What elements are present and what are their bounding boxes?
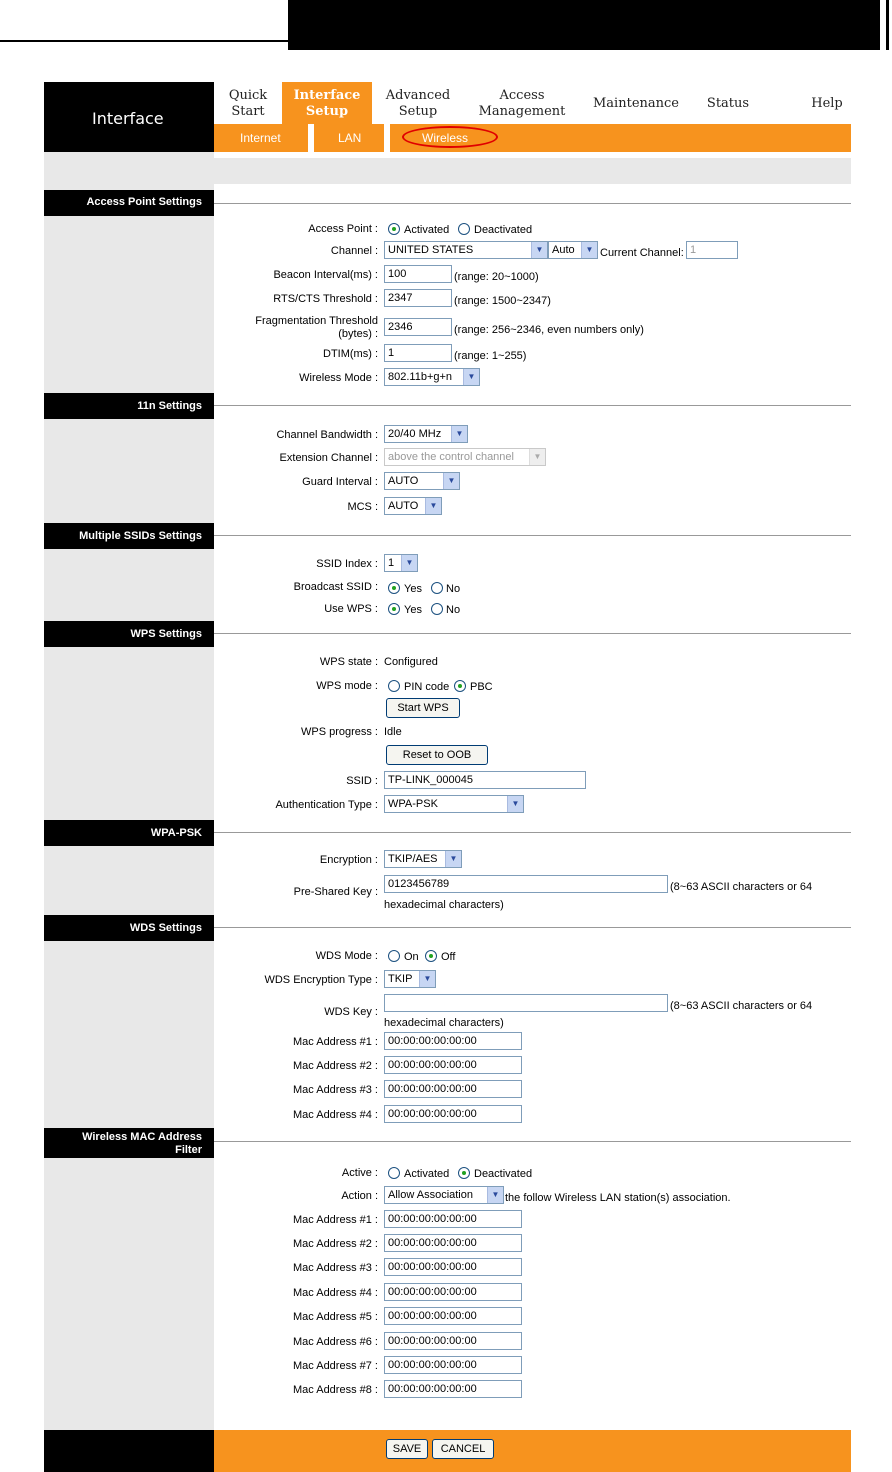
nav-label: Interface <box>293 88 361 103</box>
nav-interface-setup[interactable] <box>282 82 372 124</box>
chevron-down-icon: ▼ <box>401 555 417 571</box>
wds-encryption-select[interactable] <box>384 970 436 988</box>
chevron-down-icon: ▼ <box>581 242 597 258</box>
chevron-down-icon: ▼ <box>451 426 467 442</box>
filter-mac-label: Mac Address #1 : <box>293 1214 378 1226</box>
extension-channel-select <box>384 448 546 466</box>
ssid-input[interactable]: TP-LINK_000045 <box>384 771 586 789</box>
frag-range-hint: (range: 256~2346, even numbers only) <box>454 324 644 336</box>
filter-mac-input[interactable]: 00:00:00:00:00:00 <box>384 1356 522 1374</box>
select-value: TKIP/AES <box>388 853 438 865</box>
guard-interval-label: Guard Interval : <box>302 476 378 488</box>
wds-mac-label: Mac Address #1 : <box>293 1036 378 1048</box>
filter-mac-input[interactable]: 00:00:00:00:00:00 <box>384 1234 522 1252</box>
nav-label: Setup <box>305 104 349 119</box>
pre-shared-key-input[interactable]: 0123456789 <box>384 875 668 893</box>
header-rule <box>0 40 288 42</box>
section-divider <box>214 1141 851 1142</box>
radio-wps-yes[interactable] <box>388 603 400 615</box>
filter-mac-label: Mac Address #6 : <box>293 1336 378 1348</box>
radio-label: Activated <box>404 224 450 236</box>
encryption-select[interactable] <box>384 850 462 868</box>
wds-mac-input[interactable]: 00:00:00:00:00:00 <box>384 1056 522 1074</box>
wps-mode-label: WPS mode : <box>316 680 378 692</box>
section-title-line: Filter <box>175 1144 202 1156</box>
section-divider <box>214 633 851 634</box>
select-value: TKIP <box>388 973 413 985</box>
section-divider <box>214 405 851 406</box>
radio-label: Deactivated <box>474 224 533 236</box>
nav-access-management[interactable] <box>470 82 574 124</box>
router-brand-panel <box>44 82 214 152</box>
filter-mac-label: Mac Address #8 : <box>293 1384 378 1396</box>
subnav-separator <box>384 124 390 152</box>
dtim-input[interactable]: 1 <box>384 344 452 362</box>
section-11n: 11n Settings <box>44 393 214 419</box>
wps-progress-label: WPS progress : <box>300 726 378 738</box>
radio-broadcast-no[interactable] <box>431 582 443 594</box>
extension-channel-label: Extension Channel : <box>279 452 378 464</box>
chevron-down-icon: ▼ <box>443 473 459 489</box>
wds-key-hint: (8~63 ASCII characters or 64 <box>670 1000 813 1012</box>
beacon-interval-input[interactable]: 100 <box>384 265 452 283</box>
wps-state-value: Configured <box>384 656 438 668</box>
filter-mac-input[interactable]: 00:00:00:00:00:00 <box>384 1332 522 1350</box>
filter-mac-input[interactable]: 00:00:00:00:00:00 <box>384 1307 522 1325</box>
wds-key-input[interactable] <box>384 994 668 1012</box>
access-point-label: Access Point : <box>308 223 378 235</box>
radio-label: On <box>404 951 419 963</box>
wds-mac-label: Mac Address #2 : <box>293 1060 378 1072</box>
nav-label: Access <box>499 88 545 103</box>
chevron-down-icon: ▼ <box>419 971 435 987</box>
beacon-interval-label: Beacon Interval(ms) : <box>273 269 378 281</box>
radio-label: PIN code <box>404 681 450 693</box>
nav-label: Quick <box>228 88 268 103</box>
current-channel-field: 1 <box>686 241 738 259</box>
auth-type-label: Authentication Type : <box>275 799 378 811</box>
radio-label: Yes <box>404 604 422 616</box>
header-white-block <box>0 0 288 40</box>
select-value: AUTO <box>388 500 419 512</box>
broadcast-ssid-label: Broadcast SSID : <box>293 581 378 593</box>
beacon-range-hint: (range: 20~1000) <box>454 271 539 283</box>
wps-state-label: WPS state : <box>319 656 378 668</box>
header-black-block <box>288 0 880 50</box>
radio-ap-deactivated[interactable] <box>458 223 470 235</box>
nav-label: Setup <box>398 104 438 119</box>
nav-label: Status <box>706 96 750 111</box>
radio-wps-pin[interactable] <box>388 680 400 692</box>
wds-mac-input[interactable]: 00:00:00:00:00:00 <box>384 1080 522 1098</box>
radio-wps-no[interactable] <box>431 603 443 615</box>
nav-advanced-setup[interactable] <box>376 82 460 124</box>
encryption-label: Encryption : <box>319 854 378 866</box>
frag-threshold-input[interactable]: 2346 <box>384 318 452 336</box>
chevron-down-icon: ▼ <box>531 242 547 258</box>
select-value: 1 <box>388 557 395 569</box>
footer-left <box>44 1430 214 1472</box>
select-value: UNITED STATES <box>388 244 474 256</box>
radio-filter-deactivated[interactable] <box>458 1167 470 1179</box>
mcs-label: MCS : <box>347 501 378 513</box>
filter-mac-label: Mac Address #7 : <box>293 1360 378 1372</box>
save-button[interactable]: SAVE <box>386 1439 428 1459</box>
channel-label: Channel : <box>330 245 378 257</box>
auth-type-select[interactable] <box>384 795 524 813</box>
select-value: Auto <box>552 244 575 256</box>
select-value: 802.11b+g+n <box>388 371 453 383</box>
section-access-point: Access Point Settings <box>44 190 214 216</box>
section-divider <box>214 927 851 928</box>
radio-filter-activated[interactable] <box>388 1167 400 1179</box>
nav-label: Maintenance <box>593 96 679 111</box>
ssid-label: SSID : <box>346 775 378 787</box>
chevron-down-icon: ▼ <box>507 796 523 812</box>
filter-action-suffix: the follow Wireless LAN station(s) association. <box>505 1192 731 1204</box>
cancel-button[interactable]: CANCEL <box>432 1439 494 1459</box>
radio-label: Activated <box>404 1168 450 1180</box>
dtim-range-hint: (range: 1~255) <box>454 350 527 362</box>
channel-bandwidth-label: Channel Bandwidth : <box>276 429 378 441</box>
frag-threshold-unit-label: (bytes) : <box>338 328 378 340</box>
main-nav <box>214 82 851 124</box>
filter-mac-input[interactable]: 00:00:00:00:00:00 <box>384 1283 522 1301</box>
nav-status[interactable] <box>696 82 760 124</box>
nav-help[interactable] <box>802 82 852 124</box>
section-wps: WPS Settings <box>44 621 214 647</box>
chevron-down-icon: ▼ <box>445 851 461 867</box>
filter-mac-label: Mac Address #4 : <box>293 1287 378 1299</box>
filter-mac-input[interactable]: 00:00:00:00:00:00 <box>384 1380 522 1398</box>
channel-country-select[interactable] <box>384 241 548 259</box>
nav-label: Management <box>478 104 566 119</box>
radio-ap-activated[interactable] <box>388 223 400 235</box>
radio-label: PBC <box>470 681 493 693</box>
chevron-down-icon: ▼ <box>487 1187 503 1203</box>
start-wps-button[interactable]: Start WPS <box>386 698 460 718</box>
section-divider <box>214 203 851 204</box>
wds-mac-input[interactable]: 00:00:00:00:00:00 <box>384 1105 522 1123</box>
section-wds: WDS Settings <box>44 915 214 941</box>
page-title: Interface <box>92 109 164 128</box>
wps-progress-value: Idle <box>384 726 402 738</box>
select-value: 20/40 MHz <box>388 428 442 440</box>
select-value: above the control channel <box>388 451 514 463</box>
use-wps-label: Use WPS : <box>324 603 378 615</box>
document-header <box>0 0 892 50</box>
subnav-wireless[interactable]: Wireless <box>422 131 469 145</box>
filter-mac-label: Mac Address #2 : <box>293 1238 378 1250</box>
filter-action-select[interactable] <box>384 1186 504 1204</box>
radio-label: No <box>446 604 461 616</box>
nav-label: Start <box>231 104 265 119</box>
wds-mac-label: Mac Address #4 : <box>293 1109 378 1121</box>
dtim-label: DTIM(ms) : <box>323 348 378 360</box>
channel-bandwidth-select[interactable] <box>384 425 468 443</box>
section-divider <box>214 832 851 833</box>
subnav-internet[interactable]: Internet <box>240 131 281 145</box>
left-column <box>44 152 214 1430</box>
section-mac-filter <box>44 1128 214 1158</box>
nav-label: Advanced <box>385 88 451 103</box>
wds-mac-input[interactable]: 00:00:00:00:00:00 <box>384 1032 522 1050</box>
footer-bar <box>214 1430 851 1472</box>
section-wpa-psk: WPA-PSK <box>44 820 214 846</box>
chevron-down-icon: ▼ <box>463 369 479 385</box>
wireless-mode-select[interactable] <box>384 368 480 386</box>
wireless-mode-label: Wireless Mode : <box>299 372 378 384</box>
filter-mac-input[interactable]: 00:00:00:00:00:00 <box>384 1258 522 1276</box>
filter-mac-label: Mac Address #3 : <box>293 1262 378 1274</box>
radio-label: No <box>446 583 461 595</box>
radio-label: Yes <box>404 583 422 595</box>
wds-mac-label: Mac Address #3 : <box>293 1084 378 1096</box>
channel-select[interactable] <box>548 241 598 259</box>
header-tick <box>886 0 889 50</box>
radio-broadcast-yes[interactable] <box>388 582 400 594</box>
subnav-separator <box>308 124 314 152</box>
chevron-down-icon: ▼ <box>529 449 545 465</box>
radio-wds-off[interactable] <box>425 950 437 962</box>
ssid-index-select[interactable] <box>384 554 418 572</box>
radio-wps-pbc[interactable] <box>454 680 466 692</box>
section-title-line: Wireless MAC Address <box>82 1131 202 1143</box>
reset-to-oob-button[interactable]: Reset to OOB <box>386 745 488 765</box>
radio-label: Deactivated <box>474 1168 533 1180</box>
psk-hint-cont: hexadecimal characters) <box>384 899 504 911</box>
filter-active-label: Active : <box>341 1167 378 1179</box>
wds-encryption-label: WDS Encryption Type : <box>264 974 378 986</box>
guard-interval-select[interactable] <box>384 472 460 490</box>
wds-key-label: WDS Key : <box>324 1006 378 1018</box>
filter-mac-label: Mac Address #5 : <box>293 1311 378 1323</box>
select-value: AUTO <box>388 475 419 487</box>
nav-label: Help <box>811 96 843 111</box>
section-multiple-ssids: Multiple SSIDs Settings <box>44 523 214 549</box>
psk-hint: (8~63 ASCII characters or 64 <box>670 881 813 893</box>
nav-maintenance[interactable] <box>586 82 686 124</box>
rts-range-hint: (range: 1500~2347) <box>454 295 551 307</box>
section-divider <box>214 535 851 536</box>
pre-shared-key-label: Pre-Shared Key : <box>293 886 378 898</box>
nav-quick-start[interactable] <box>214 82 282 124</box>
select-value: Allow Association <box>388 1189 473 1201</box>
frag-threshold-label: Fragmentation Threshold <box>255 315 378 327</box>
rts-threshold-input[interactable]: 2347 <box>384 289 452 307</box>
chevron-down-icon: ▼ <box>425 498 441 514</box>
mcs-select[interactable] <box>384 497 442 515</box>
select-value: WPA-PSK <box>388 798 438 810</box>
filter-mac-input[interactable]: 00:00:00:00:00:00 <box>384 1210 522 1228</box>
filter-action-label: Action : <box>341 1190 378 1202</box>
wds-key-hint-cont: hexadecimal characters) <box>384 1017 504 1029</box>
current-channel-label: Current Channel: <box>600 247 684 259</box>
radio-label: Off <box>441 951 456 963</box>
sub-nav <box>214 124 851 152</box>
top-gray-band <box>44 158 851 184</box>
wds-mode-label: WDS Mode : <box>315 950 378 962</box>
ssid-index-label: SSID Index : <box>316 558 378 570</box>
subnav-lan[interactable]: LAN <box>338 131 362 145</box>
rts-threshold-label: RTS/CTS Threshold : <box>273 293 378 305</box>
radio-wds-on[interactable] <box>388 950 400 962</box>
